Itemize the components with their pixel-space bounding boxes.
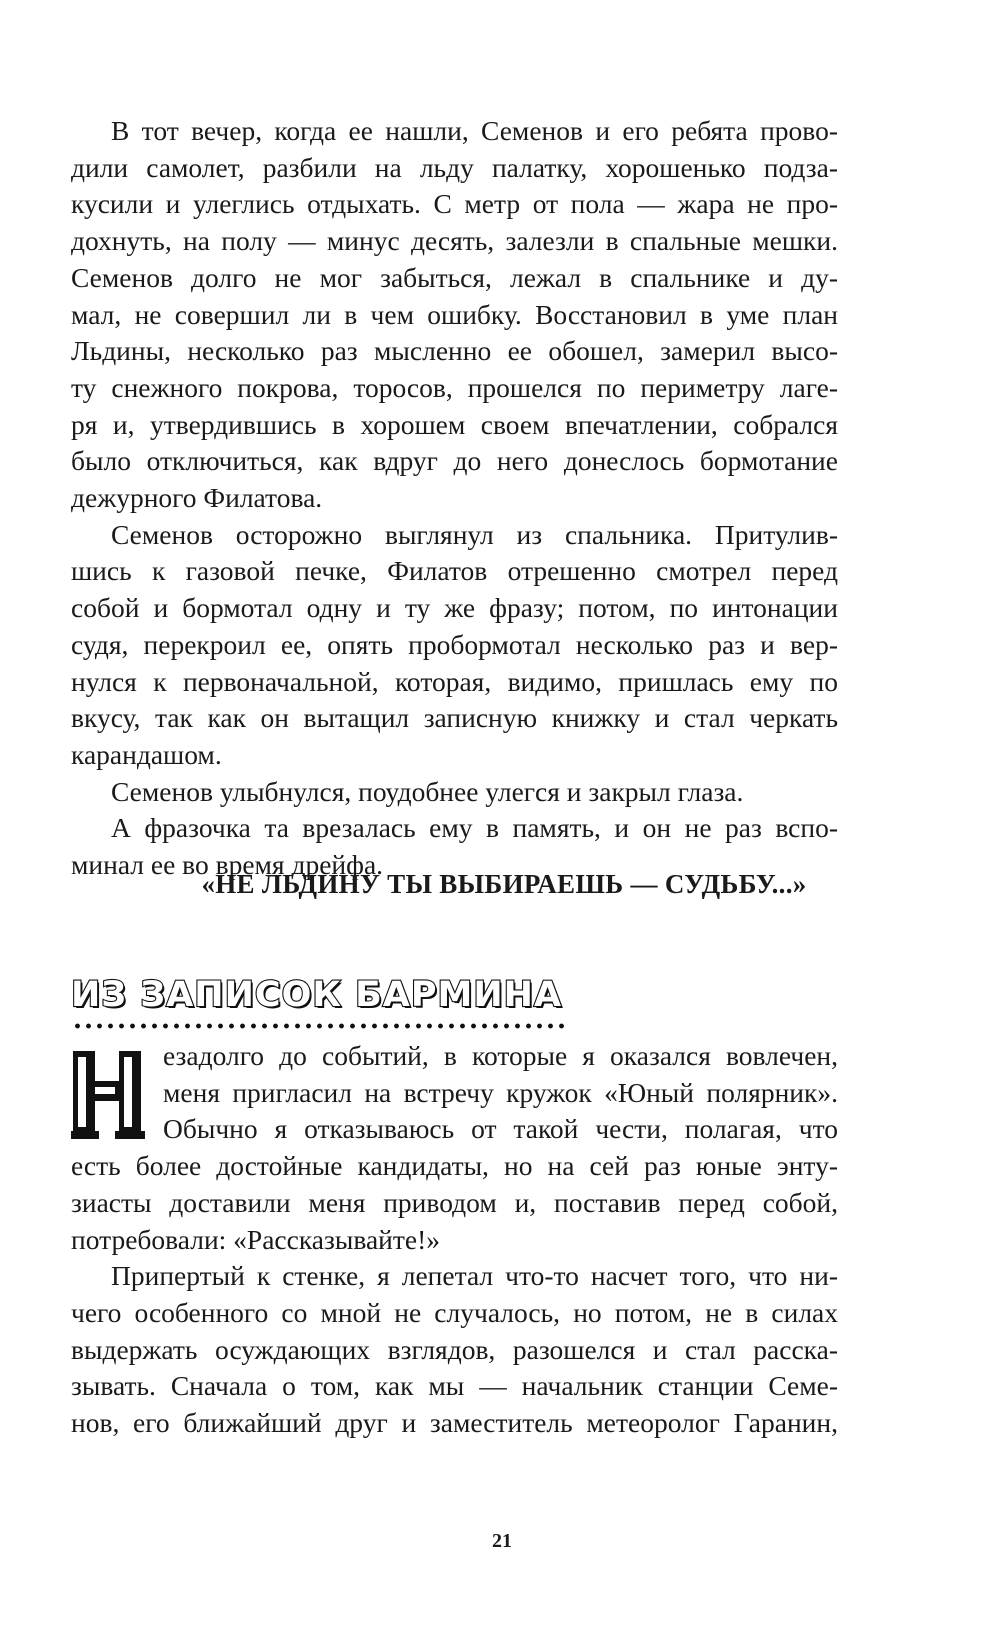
text-line: меня пригласил на встречу кружок «Юный полярник». xyxy=(163,1076,838,1108)
text-line: ту снежного покрова, торосов, прошелся по периметру лаге- xyxy=(71,371,838,403)
epigraph: «НЕ ЛЬДИНУ ТЫ ВЫБИРАЕШЬ — СУДЬБУ...» xyxy=(201,869,807,899)
text-line: нов, его ближайший друг и заместитель метеоролог Гаранин, xyxy=(71,1407,838,1439)
text-line: дили самолет, разбили на льду палатку, хорошенько подза- xyxy=(71,151,838,183)
body-text-part2 xyxy=(71,1038,838,1442)
text-line: есть более достойные кандидаты, но на сей раз юные энту- xyxy=(71,1150,838,1182)
text-line: мал, не совершил ли в чем ошибку. Восстановил в уме план xyxy=(71,298,838,330)
heading-dotted-rule xyxy=(72,1022,564,1030)
body-text-part1 xyxy=(71,113,838,884)
text-line: было отключиться, как вдруг до него донеслось бормотание xyxy=(71,445,838,477)
text-line: дежурного Филатова. xyxy=(71,482,323,514)
section-heading: ИЗ ЗАПИСОК БАРМИНА xyxy=(71,975,563,1015)
text-line: Семенов долго не мог забыться, лежал в спальнике и ду- xyxy=(71,261,838,293)
text-line: ря и, утвердившись в хорошем своем впечатлении, собрался xyxy=(71,408,838,440)
page-number: 21 xyxy=(492,1530,512,1552)
text-line: дохнуть, на полу — минус десять, залезли в спальные мешки. xyxy=(71,225,838,257)
text-line: В тот вечер, когда ее нашли, Семенов и его ребята прово- xyxy=(111,115,838,146)
text-line: чего особенного со мной не случалось, но потом, не в силах xyxy=(71,1296,838,1328)
text-line: выдержать осуждающих взглядов, разошелся и стал расска- xyxy=(71,1333,838,1365)
text-line: карандашом. xyxy=(71,738,222,770)
text-line: Обычно я отказываюсь от такой чести, полагая, что xyxy=(163,1113,838,1145)
text-line: кусили и улеглись отдыхать. С метр от пола — жара не про- xyxy=(71,188,838,220)
text-line: Семенов осторожно выглянул из спальника. Притулив- xyxy=(111,518,838,550)
text-line: минал ее во время дрейфа. xyxy=(71,849,384,881)
text-line: зиасты доставили меня приводом и, поставив перед собой, xyxy=(71,1186,838,1218)
text-line: езадолго до событий, в которые я оказался вовлечен, xyxy=(163,1040,838,1071)
text-line: Семенов улыбнулся, поудобнее улегся и закрыл глаза. xyxy=(111,775,744,807)
text-line: потребовали: «Рассказывайте!» xyxy=(71,1223,441,1255)
text-line: вкусу, так как он вытащил записную книжку и стал черкать xyxy=(71,702,838,734)
text-line: нулся к первоначальной, которая, видимо, пришлась ему по xyxy=(71,665,838,697)
text-line: судя, перекроил ее, опять пробормотал несколько раз и вер- xyxy=(71,628,838,660)
text-line: А фразочка та врезалась ему в память, и он не раз вспо- xyxy=(111,812,838,844)
text-line: Припертый к стенке, я лепетал что-то насчет того, что ни- xyxy=(111,1260,838,1292)
text-line: собой и бормотал одну и ту же фразу; потом, по интонации xyxy=(71,592,838,624)
text-line: зывать. Сначала о том, как мы — начальник станции Семе- xyxy=(71,1370,838,1402)
text-line: Льдины, несколько раз мысленно ее обошел, замерил высо- xyxy=(71,335,838,367)
text-line: шись к газовой печке, Филатов отрешенно смотрел перед xyxy=(71,555,838,587)
